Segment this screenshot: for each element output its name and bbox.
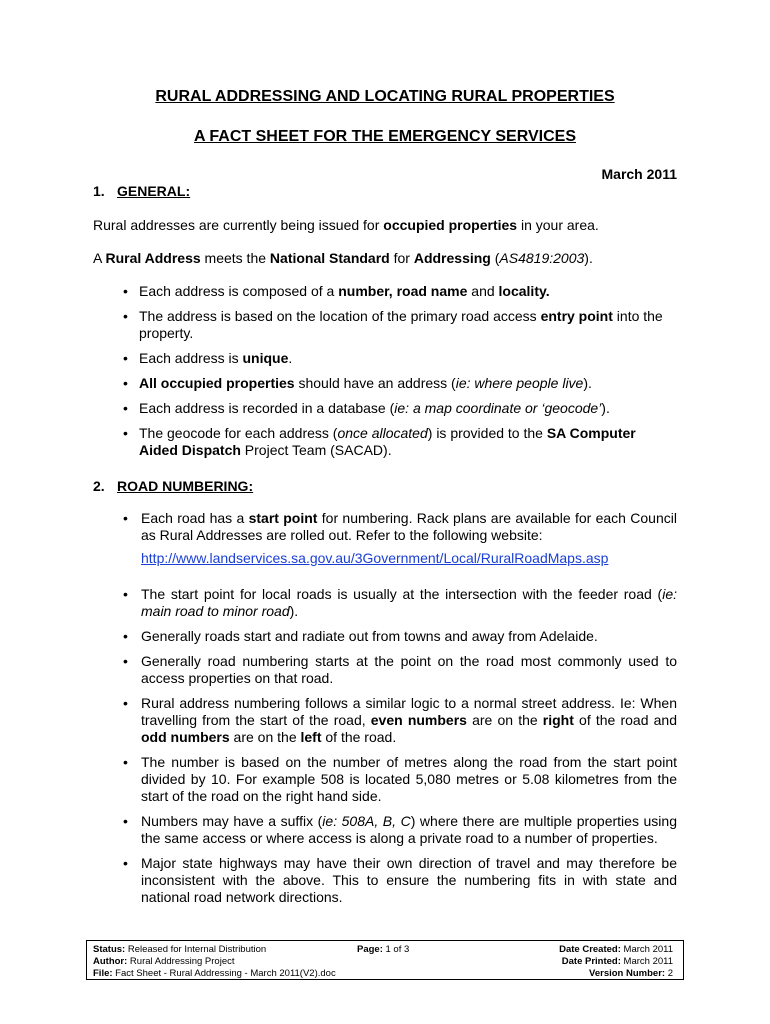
- section-2-label: ROAD NUMBERING:: [117, 478, 254, 494]
- list-item: • Each address is unique.: [123, 350, 293, 366]
- list-item: • The geocode for each address (once allocated) is provided to the SA Computer Aided Dispatch Project Team (SACAD).: [123, 425, 636, 458]
- list-item: • The number is based on the number of metres along the road from the start point divided by 10. For example 508 is located 5,080 metres or 5.08 kilometres from the start of the road on the right hand side.: [123, 754, 677, 804]
- section-1-heading: [93, 183, 190, 199]
- footer-center: Page: 1 of 3: [357, 944, 410, 955]
- list-item: • The address is based on the location of the primary road access entry point into the property.: [123, 308, 663, 341]
- list-item: • Major state highways may have their own direction of travel and may therefore be inconsistent with the above. This to ensure the numbering fits in with state and national road network directions.: [123, 855, 677, 905]
- document-footer: [86, 940, 684, 980]
- document-subtitle: A FACT SHEET FOR THE EMERGENCY SERVICES: [194, 128, 576, 145]
- document-title: RURAL ADDRESSING AND LOCATING RURAL PROPERTIES: [155, 88, 615, 105]
- list-item: • Generally road numbering starts at the point on the road most commonly used to access properties on that road.: [123, 653, 677, 686]
- rural-road-maps-link[interactable]: http://www.landservices.sa.gov.au/3Government/Local/RuralRoadMaps.asp: [141, 550, 609, 566]
- document-date: March 2011: [601, 166, 677, 182]
- section-2-bullet-list-b: [117, 586, 677, 914]
- footer-right: Date Created: March 2011 Date Printed: March 2011 Version Number: 2: [559, 944, 673, 979]
- list-item: • Numbers may have a suffix (ie: 508A, B, C) where there are multiple properties using the same access or where access is along a private road to a number of properties.: [123, 813, 677, 846]
- list-item: • Generally roads start and radiate out from towns and away from Adelaide.: [123, 628, 598, 644]
- section-2-heading: [93, 478, 253, 494]
- section-1-bullet-list: [117, 283, 677, 467]
- section-1-number: 1.: [93, 183, 105, 199]
- section-1-paragraph-2: A Rural Address meets the National Standard for Addressing (AS4819:2003).: [93, 250, 593, 266]
- section-1-label: GENERAL:: [117, 183, 191, 199]
- list-item: • All occupied properties should have an address (ie: where people live).: [123, 375, 592, 391]
- list-item: • The start point for local roads is usually at the intersection with the feeder road (ie: main road to minor road).: [123, 586, 677, 619]
- section-2-number: 2.: [93, 478, 105, 494]
- list-item: • Each address is recorded in a database (ie: a map coordinate or ‘geocode’).: [123, 400, 610, 416]
- section-2-bullet-list-a: [117, 510, 677, 575]
- list-item: • Rural address numbering follows a similar logic to a normal street address. Ie: When travelling from the start of the road, even numbers are on the right of the road and odd numbers are on the left of the road.: [123, 695, 677, 745]
- section-1-paragraph-1: Rural addresses are currently being issued for occupied properties in your area.: [93, 217, 599, 233]
- list-item: • Each address is composed of a number, road name and locality.: [123, 283, 550, 299]
- list-item: • Each road has a start point for numbering. Rack plans are available for each Council as Rural Addresses are rolled out. Refer to the following website: http://www.landservices.sa.gov.au/3Government/Local/RuralRoadMaps.asp: [123, 510, 677, 566]
- footer-left: Status: Released for Internal Distribution Author: Rural Addressing Project File: Fact Sheet - Rural Addressing - March 2011(V2).doc: [93, 944, 336, 979]
